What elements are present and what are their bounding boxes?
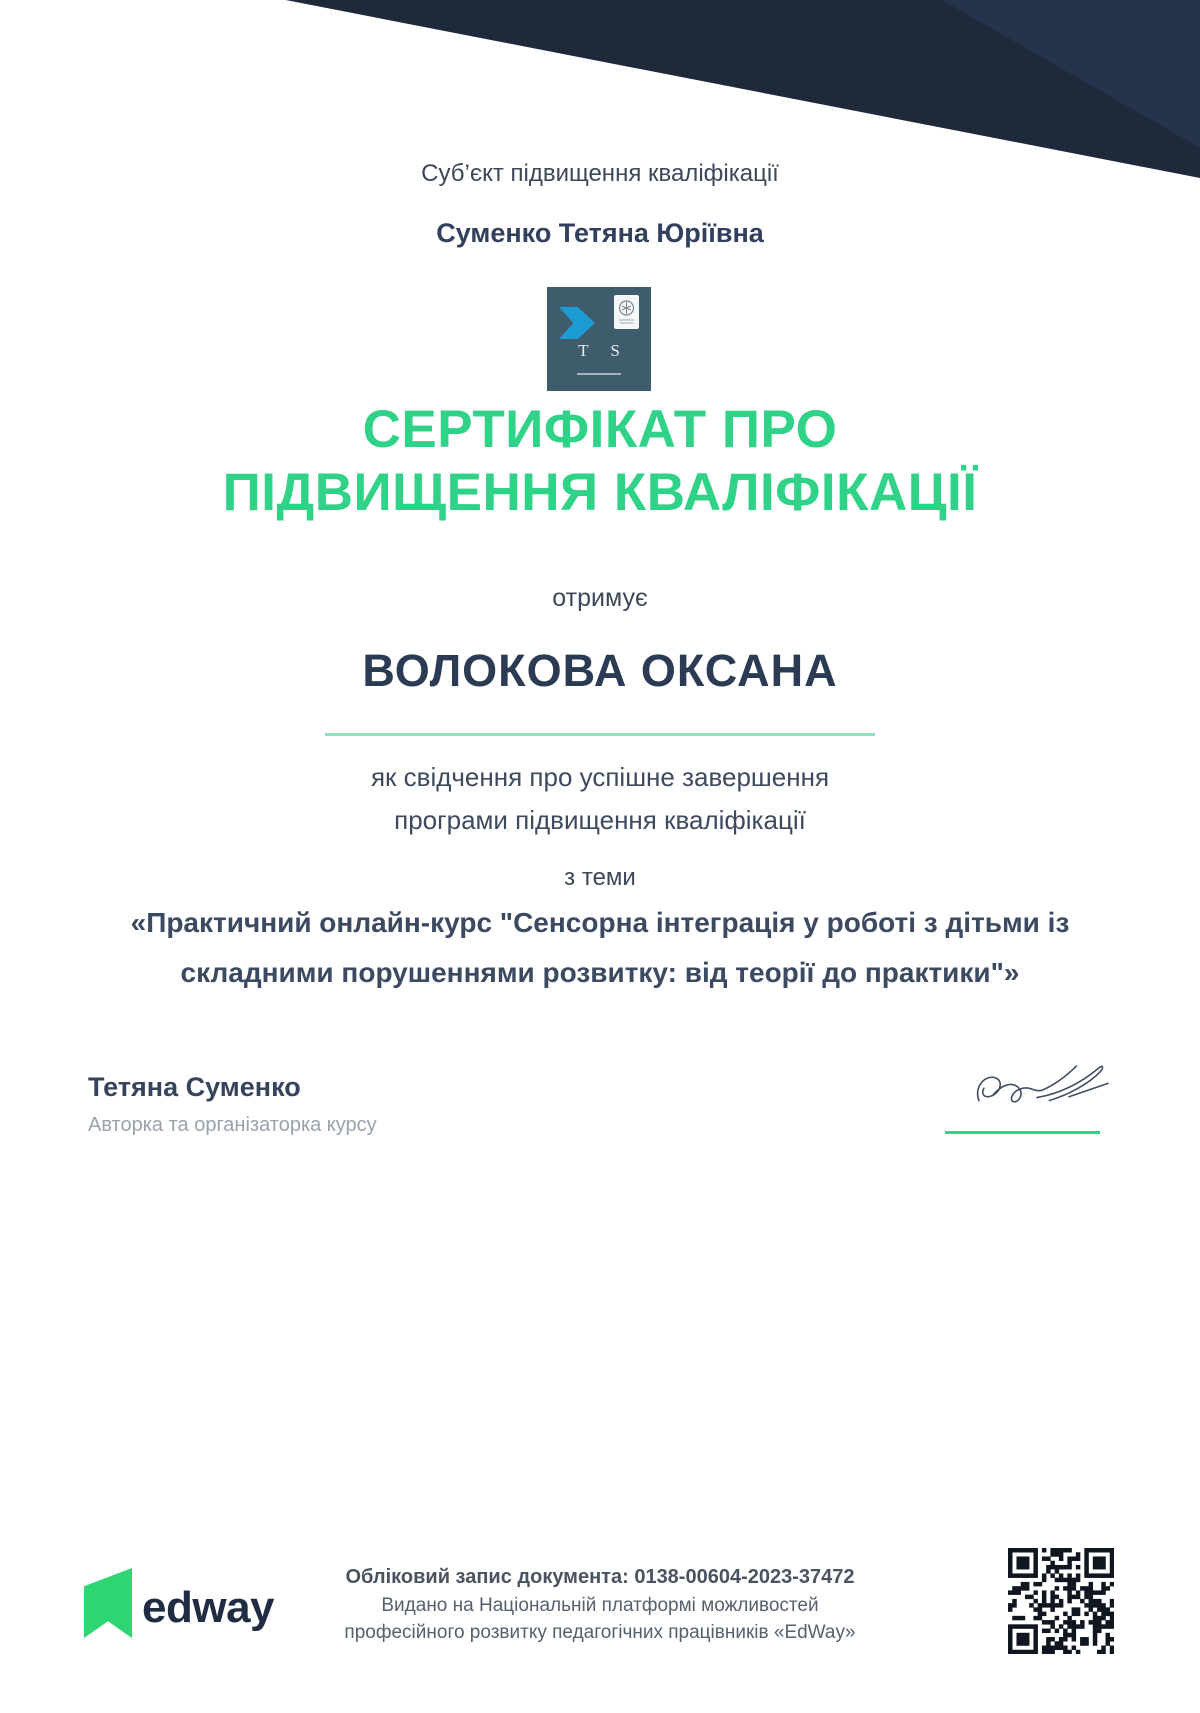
signature-underline: [945, 1131, 1100, 1134]
certificate-title: [0, 398, 1200, 524]
organizer-logo: [547, 287, 651, 391]
completion-line2: програми підвищення кваліфікації: [394, 805, 806, 835]
chevron-icon: [559, 307, 595, 339]
document-record-line: Обліковий запис документа: 0138-00604-2023-37472: [345, 1566, 855, 1588]
certificate-title-line2: ПІДВИЩЕННЯ КВАЛІФІКАЦІЇ: [222, 463, 978, 522]
logo-initials: T S: [578, 341, 629, 360]
edway-wordmark: edway: [142, 1583, 275, 1632]
completion-line1: як свідчення про успішне завершення: [370, 762, 830, 792]
subject-name: Суменко Тетяна Юріївна: [436, 218, 764, 248]
course-title: «Практичний онлайн-курс "Сенсорна інтеграція у роботі з дітьми із складними порушеннями розвитку: від теорії до практики"»: [130, 907, 1070, 988]
signer-role: Авторка та організаторка курсу: [88, 1114, 377, 1136]
signature-image: [966, 1049, 1121, 1124]
recipient-name: ВОЛОКОВА ОКСАНА: [362, 645, 838, 696]
subject-label: Суб’єкт підвищення кваліфікації: [421, 160, 779, 187]
logo-caption-line: [577, 373, 621, 375]
qr-code: [1008, 1548, 1114, 1654]
topic-label: з теми: [564, 864, 636, 891]
issued-line2: професійного розвитку педагогічних працівників «EdWay»: [344, 1622, 856, 1643]
recipient-underline: [325, 733, 875, 736]
signer-name: Тетяна Суменко: [88, 1072, 301, 1102]
receives-label: отримує: [552, 584, 648, 612]
issued-line1: Видано на Національній платформі можливостей: [381, 1595, 819, 1616]
stamp-emblem-icon: [614, 295, 639, 329]
certificate-title-line1: СЕРТИФІКАТ ПРО: [362, 400, 838, 459]
